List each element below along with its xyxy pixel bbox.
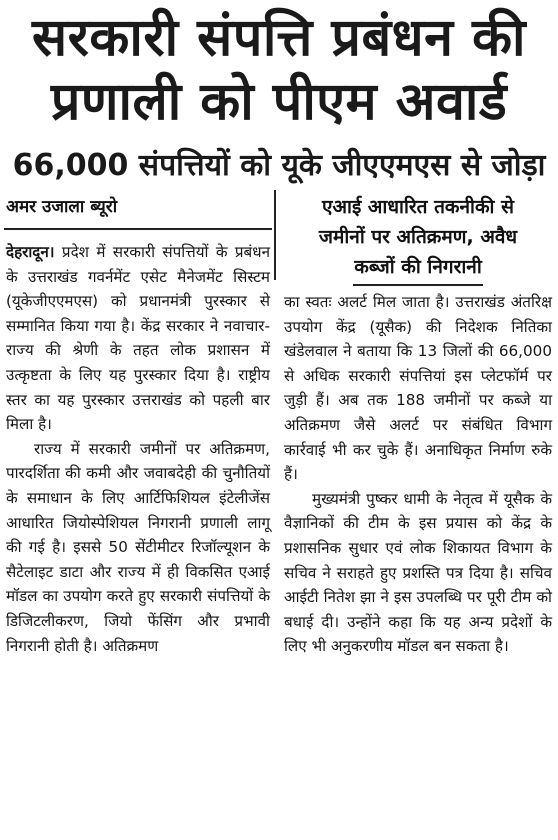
article-column-left	[6, 240, 270, 658]
sidebar-heading-rule	[353, 284, 483, 286]
headline-line-1: सरकारी संपत्ति प्रबंधन की	[32, 8, 526, 68]
sidebar-heading-line-2: जमीनों पर अतिक्रमण, अवैध	[318, 226, 518, 248]
article-paragraph	[6, 240, 270, 437]
article-column-right	[284, 290, 552, 659]
column-divider	[274, 190, 276, 280]
byline-divider	[4, 228, 272, 230]
sidebar-heading	[282, 192, 554, 286]
subheadline: 66,000 संपत्तियों को यूके जीएएमएस से जोड़ा	[12, 148, 546, 183]
sidebar-heading-line-1: एआई आधारित तकनीकी से	[322, 196, 514, 218]
article-paragraph: का स्वतः अलर्ट मिल जाता है। उत्तराखंड अंतरिक्ष उपयोग केंद्र (यूसैक) की निदेशक नितिका खंडेलवाल ने बताया कि 13 जिलों की 66,000 से अधिक सरकारी संपत्तियां इस प्लेटफॉर्म पर जुड़ी हैं। अब तक 188 जमीनों पर कब्जे या अतिक्रमण जैसे अलर्ट पर संबंधित विभाग कार्रवाई भी कर चुके हैं। अनाधिकृत निर्माण रुके हैं।	[284, 293, 552, 484]
article-paragraph: मुख्यमंत्री पुष्कर धामी के नेतृत्व में यूसैक के वैज्ञानिकों की टीम के इस प्रयास को केंद्र के प्रशासनिक सुधार एवं लोक शिकायत विभाग के सचिव ने सराहते हुए प्रशस्ति पत्र दिया है। सचिव आईटी नितेश झा ने इस उपलब्धि पर पूरी टीम को बधाई दी। उन्होंने कहा कि यह अन्य प्रदेशों के लिए भी अनुकरणीय मॉडल बन सकता है।	[284, 489, 552, 656]
paragraph-text: प्रदेश में सरकारी संपत्तियों के प्रबंधन के उत्तराखंड गवर्नमेंट एसेट मैनेजमेंट सिस्टम (यूकेजीएएमएस) को प्रधानमंत्री पुरस्कार से सम्मानित किया गया है। केंद्र सरकार ने नवाचार-राज्य की श्रेणी के तहत लोक प्रशासन में उत्कृष्टता के लिए यह पुरस्कार दिया है। राष्ट्रीय स्तर का यह पुरस्कार उत्तराखंड को पहली बार मिला है।	[6, 243, 270, 434]
headline	[0, 6, 558, 134]
sidebar-heading-line-3: कब्जों की निगरानी	[354, 256, 482, 278]
headline-line-2: प्रणाली को पीएम अवार्ड	[50, 72, 508, 132]
article-paragraph: राज्य में सरकारी जमीनों पर अतिक्रमण, पारदर्शिता की कमी और जवाबदेही की चुनौतियों के समाधान के लिए आर्टिफिशियल इंटेलीजेंस आधारित जियोस्पेशियल निगरानी प्रणाली लागू की गई है। इससे 50 सेंटीमीटर रिजॉल्यूशन के सैटेलाइट डाटा और राज्य में ही विकसित एआई मॉडल का उपयोग करते हुए सरकारी संपत्तियों के डिजिटलीकरण, जियो फेंसिंग और प्रभावी निगरानी होती है। अतिक्रमण	[6, 439, 270, 655]
byline: अमर उजाला ब्यूरो	[6, 197, 118, 217]
dateline: देहरादून।	[6, 243, 55, 261]
